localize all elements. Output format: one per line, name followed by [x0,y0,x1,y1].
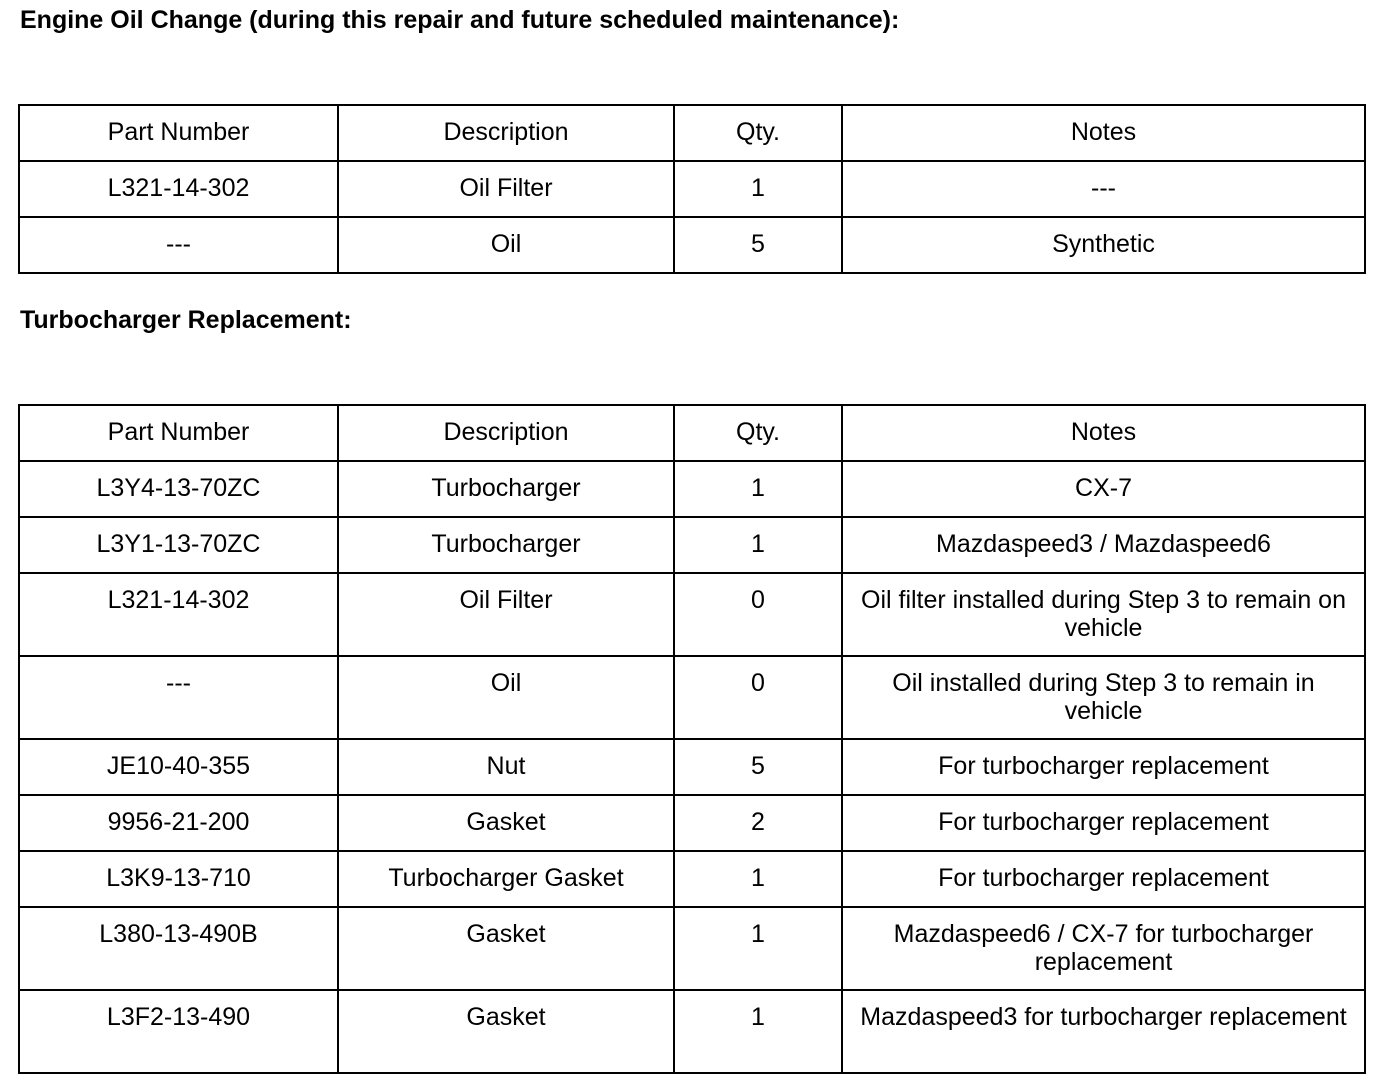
part-number-cell: L321-14-302 [19,161,338,217]
table-row [19,851,1365,907]
qty-cell: 5 [674,739,842,795]
description-cell: Oil Filter [338,161,674,217]
description-cell: Nut [338,739,674,795]
part-number-cell: L321-14-302 [19,573,338,656]
qty-cell: 1 [674,851,842,907]
oil-change-heading: Engine Oil Change (during this repair and future scheduled maintenance): [20,6,900,34]
notes-cell: For turbocharger replacement [842,795,1365,851]
description-cell: Oil [338,217,674,273]
column-header-description: Description [338,105,674,161]
notes-cell: Oil filter installed during Step 3 to remain on vehicle [842,573,1365,656]
turbocharger-replacement-heading: Turbocharger Replacement: [20,306,352,334]
table-header-row [19,405,1365,461]
column-header-part-number: Part Number [19,405,338,461]
table-row [19,573,1365,656]
table-row [19,795,1365,851]
part-number-cell: L3Y1-13-70ZC [19,517,338,573]
notes-cell: Synthetic [842,217,1365,273]
qty-cell: 2 [674,795,842,851]
column-header-notes: Notes [842,405,1365,461]
table-row [19,217,1365,273]
notes-cell: For turbocharger replacement [842,851,1365,907]
part-number-cell: --- [19,656,338,739]
part-number-cell: L380-13-490B [19,907,338,990]
table-row [19,907,1365,990]
notes-cell: Mazdaspeed3 for turbocharger replacement [842,990,1365,1073]
qty-cell: 1 [674,517,842,573]
table-row [19,517,1365,573]
part-number-cell: L3F2-13-490 [19,990,338,1073]
table-row [19,990,1365,1073]
description-cell: Turbocharger [338,461,674,517]
column-header-part-number: Part Number [19,105,338,161]
notes-cell: Mazdaspeed3 / Mazdaspeed6 [842,517,1365,573]
description-cell: Gasket [338,907,674,990]
qty-cell: 1 [674,990,842,1073]
part-number-cell: --- [19,217,338,273]
column-header-notes: Notes [842,105,1365,161]
qty-cell: 5 [674,217,842,273]
notes-cell: For turbocharger replacement [842,739,1365,795]
description-cell: Oil [338,656,674,739]
notes-cell: Oil installed during Step 3 to remain in vehicle [842,656,1365,739]
description-cell: Turbocharger Gasket [338,851,674,907]
description-cell: Gasket [338,990,674,1073]
table-header-row [19,105,1365,161]
turbocharger-parts-table [18,404,1366,1074]
notes-cell: Mazdaspeed6 / CX-7 for turbocharger replacement [842,907,1365,990]
oil-change-parts-table [18,104,1366,274]
description-cell: Oil Filter [338,573,674,656]
qty-cell: 1 [674,161,842,217]
notes-cell: CX-7 [842,461,1365,517]
qty-cell: 1 [674,907,842,990]
table-row [19,656,1365,739]
description-cell: Turbocharger [338,517,674,573]
table-row [19,161,1365,217]
table-row [19,461,1365,517]
notes-cell: --- [842,161,1365,217]
part-number-cell: JE10-40-355 [19,739,338,795]
qty-cell: 0 [674,656,842,739]
column-header-qty: Qty. [674,405,842,461]
part-number-cell: L3K9-13-710 [19,851,338,907]
qty-cell: 1 [674,461,842,517]
part-number-cell: 9956-21-200 [19,795,338,851]
column-header-qty: Qty. [674,105,842,161]
qty-cell: 0 [674,573,842,656]
description-cell: Gasket [338,795,674,851]
table-row [19,739,1365,795]
column-header-description: Description [338,405,674,461]
part-number-cell: L3Y4-13-70ZC [19,461,338,517]
